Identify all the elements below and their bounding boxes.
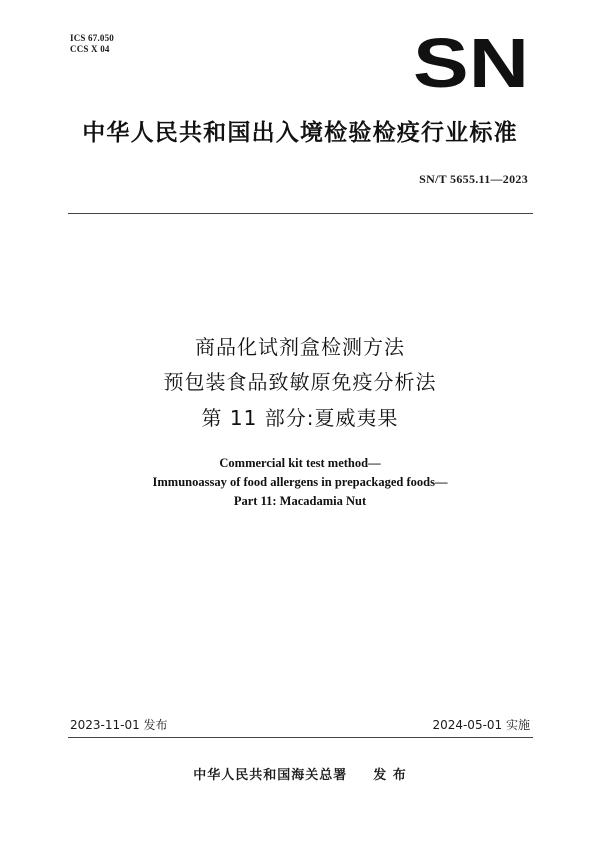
sn-logo-text: SN bbox=[413, 36, 529, 90]
ccs-code: CCS X 04 bbox=[70, 44, 110, 54]
implementation-date: 2024-05-01 实施 bbox=[432, 718, 530, 732]
publisher-line bbox=[0, 764, 600, 783]
title-zh-line1: 商品化试剂盒检测方法 bbox=[195, 335, 405, 359]
organization-title: 中华人民共和国出入境检验检疫行业标准 bbox=[82, 120, 518, 146]
footer-divider bbox=[68, 737, 533, 738]
standard-number: SN/T 5655.11—2023 bbox=[419, 172, 528, 186]
title-en-line2: Immunoassay of food allergens in prepackaged foods— bbox=[152, 475, 448, 489]
ics-code: ICS 67.050 bbox=[70, 33, 115, 43]
sn-logo bbox=[412, 36, 530, 90]
publisher-action: 发 布 bbox=[373, 768, 407, 783]
title-en-line3: Part 11: Macadamia Nut bbox=[233, 494, 367, 508]
title-zh-line3: 第 11 部分:夏威夷果 bbox=[201, 406, 399, 430]
header-divider bbox=[68, 213, 533, 214]
issue-date: 2023-11-01 发布 bbox=[70, 718, 168, 732]
title-en-line1: Commercial kit test method— bbox=[219, 456, 381, 470]
publisher-name: 中华人民共和国海关总署 bbox=[193, 768, 348, 783]
title-zh-line2: 预包装食品致敏原免疫分析法 bbox=[163, 370, 437, 394]
